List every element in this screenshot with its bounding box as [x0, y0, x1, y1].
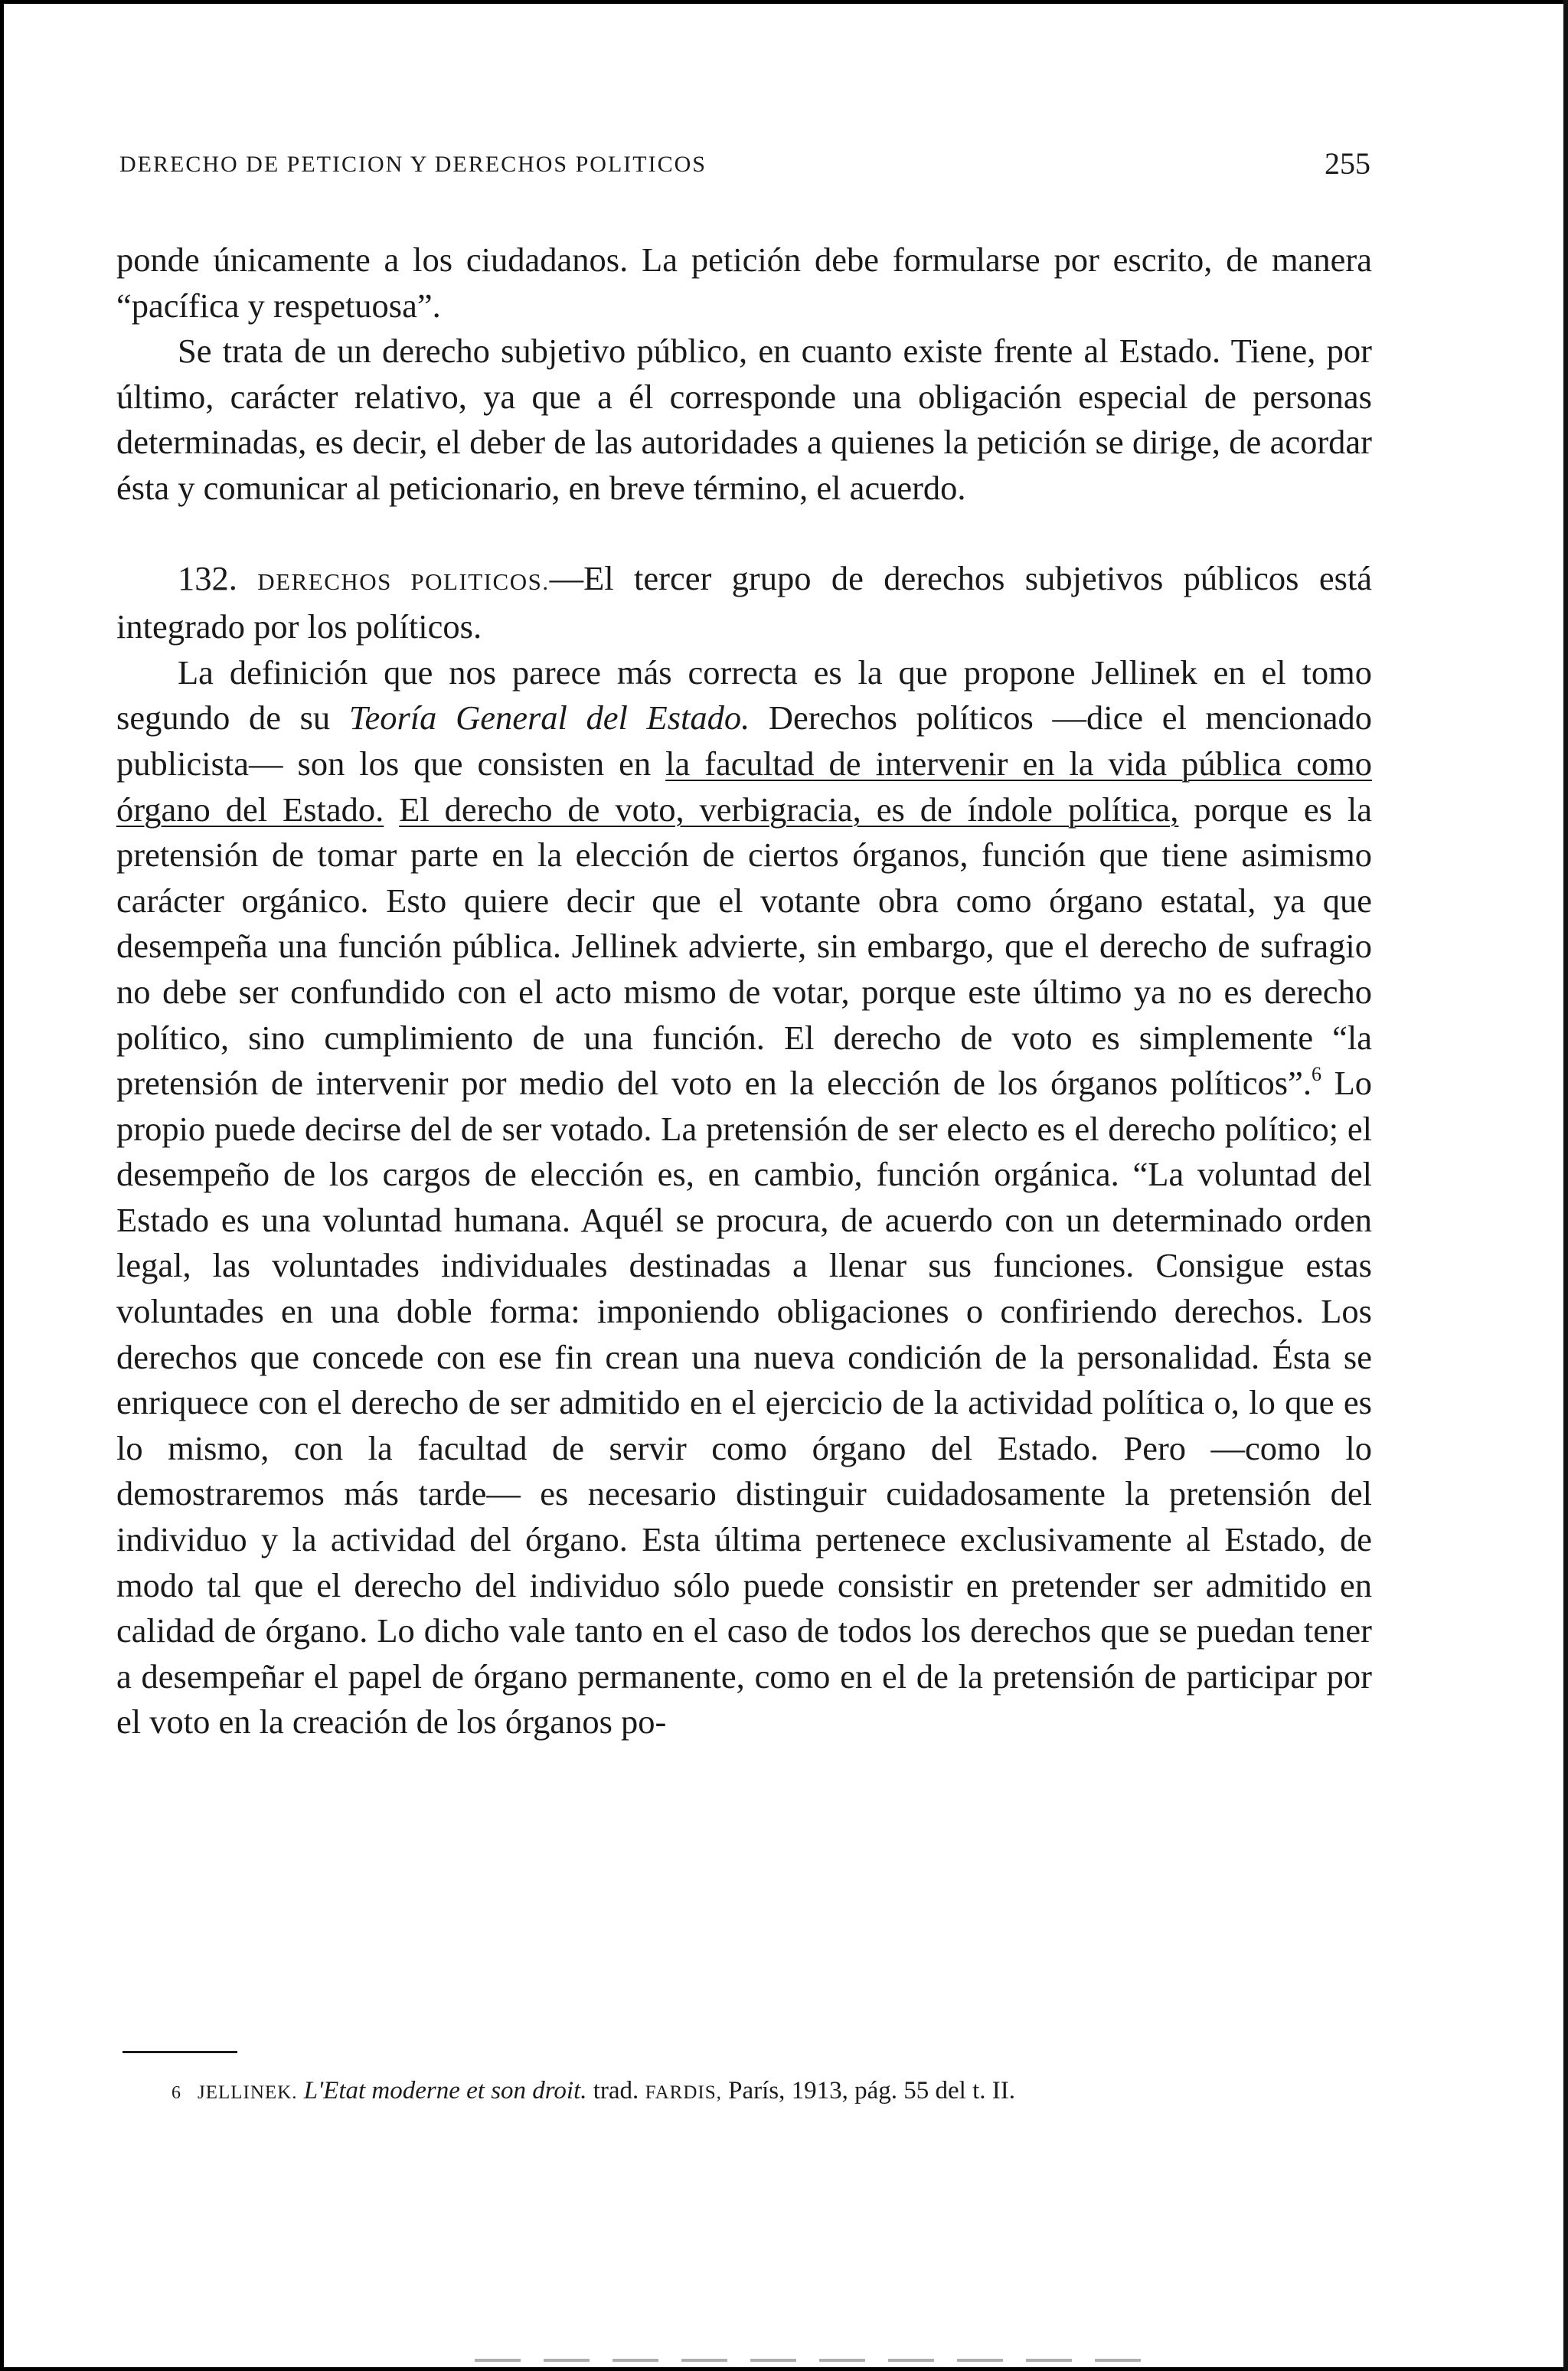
page-header: [119, 146, 1370, 191]
footnote-reference: 6: [1311, 1063, 1321, 1086]
scan-edge: [1563, 0, 1568, 2371]
body-text: [116, 237, 1372, 1745]
text-run: La definición que nos parece más correcta es la que propone Jellinek en el tomo segundo de su: [116, 652, 1372, 737]
footnote-title: L'Etat moderne et son droit.: [303, 2077, 587, 2104]
footnote-tail: París, 1913, pág. 55 del t. II.: [721, 2077, 1015, 2104]
section-intro-text: —El tercer grupo de derechos subjetivos públicos está integrado por los políticos.: [116, 558, 1373, 646]
footnote: [172, 2075, 1374, 2108]
book-title: Teoría General del Estado.: [348, 698, 750, 737]
section-gap: [116, 512, 1372, 556]
underlined-example: El derecho de voto, verbigracia, es de índole política,: [399, 790, 1179, 829]
section-132: [116, 556, 1372, 650]
text-run: porque es la pretensión de tomar parte en la elección de ciertos órganos, función que tiene asimismo carácter orgánico. Esto quiere decir que el votante obra como órgano estatal, ya que desempeña una función pública. Jellinek advierte, sin embargo, que el derecho de sufragio no debe ser confundido con el acto mismo de votar, porque este último ya no es derecho político, sino cumplimiento de una función. El derecho de voto es simplemente “la pretensión de intervenir por medio del voto en la elección de los órganos políticos”.: [116, 790, 1372, 1103]
text-run: Derechos políticos —dice el mencionado publicista— son los que consisten en: [116, 698, 1373, 783]
footnote-rule: [122, 2051, 237, 2053]
footnote-author: JELLINEK.: [198, 2082, 298, 2103]
section-number: 132.: [178, 558, 237, 597]
paragraph-continuation: ponde únicamente a los ciudadanos. La petición debe formularse por escrito, de manera “pacífica y respetuosa”.: [116, 240, 1372, 325]
text-run: [384, 790, 399, 829]
footnote-text: trad.: [586, 2077, 645, 2104]
underlined-definition: la facultad de intervenir en la vida pública como órgano del Estado.: [116, 744, 1372, 829]
footnote-marker: 6: [172, 2083, 181, 2103]
footnote-translator: FARDIS,: [645, 2082, 722, 2103]
bleed-through-marks: [475, 2359, 1164, 2362]
text-run: Lo propio puede decirse del de ser votado. La pretensión de ser electo es el derecho político; el desempeño de los cargos de elección es, en cambio, función orgánica. “La voluntad del Estado es una voluntad humana. Aquél se procura, de acuerdo con un determinado orden legal, las voluntades individuales destinadas a llenar sus funciones. Consigue estas voluntades en una doble forma: imponiendo obligaciones o confiriendo derechos. Los derechos que concede con ese fin crean una nueva condición de la personalidad. Ésta se enriquece con el derecho de ser admitido en el ejercicio de la actividad política o, lo que es lo mismo, con la facultad de servir como órgano del Estado. Pero —como lo demostraremos más tarde— es necesario distinguir cuidadosamente la pretensión del individuo y la actividad del órgano. Esta última pertenece exclusivamente al Estado, de modo tal que el derecho del individuo sólo puede consistir en pretender ser admitido en calidad de órgano. Lo dicho vale tanto en el caso de todos los derechos que se puedan tener a desempeñar el papel de órgano permanente, como en el de la pretensión de participar por el voto en la creación de los órganos po-: [116, 1064, 1373, 1741]
paragraph-subjective-right: Se trata de un derecho subjetivo público, en cuanto existe frente al Estado. Tiene, por último, carácter relativo, ya que a él corresponde una obligación especial de personas determinadas, es decir, el deber de las autoridades a quienes la petición se dirige, de acordar ésta y comunicar al peticionario, en breve término, el acuerdo.: [116, 332, 1372, 507]
section-heading: DERECHOS POLITICOS.: [257, 567, 550, 595]
running-title: DERECHO DE PETICION Y DERECHOS POLITICOS: [119, 152, 707, 177]
paragraph-jellinek-definition: [116, 650, 1372, 1745]
page-number: 255: [1325, 146, 1370, 181]
